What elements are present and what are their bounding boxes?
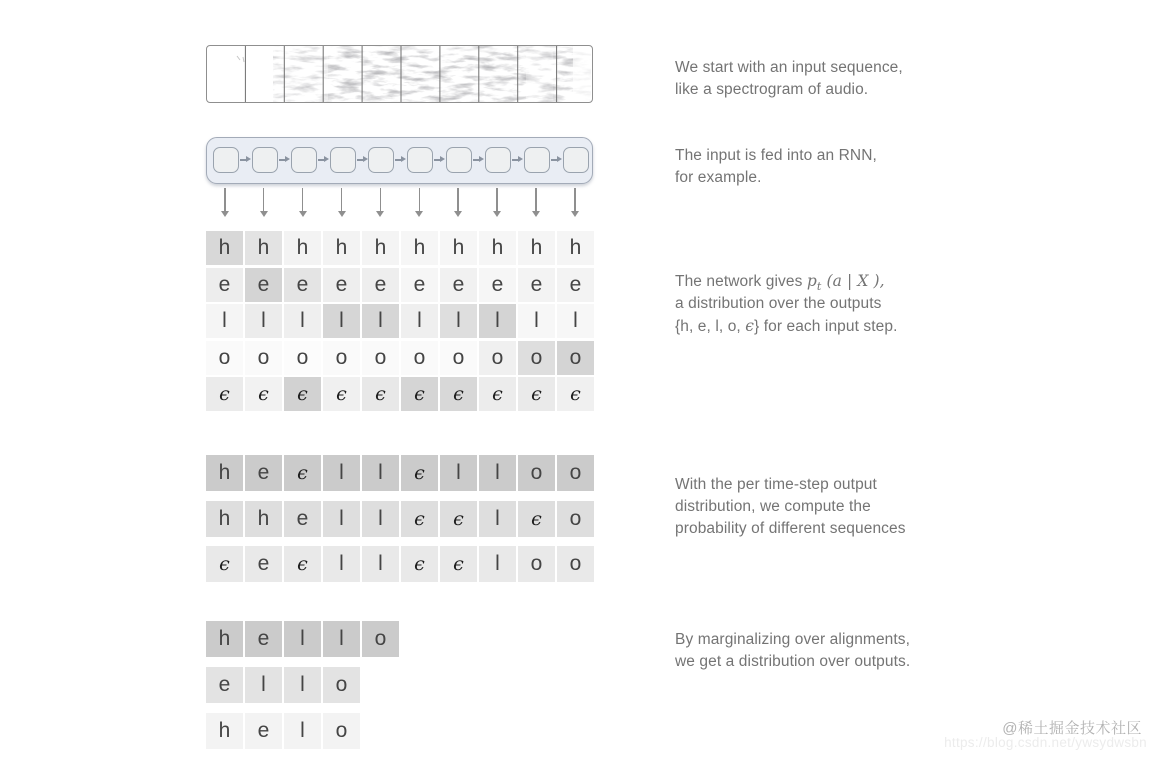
prob-cell-row2-t1: e — [206, 268, 243, 302]
alignment-row-3-cell-6: ϵ — [401, 546, 438, 582]
prob-cell-row1-t4: h — [323, 231, 360, 265]
alignment-row-1-cell-8: l — [479, 455, 516, 491]
annotation-sequences — [675, 474, 985, 540]
output-row-1-cell-2: e — [245, 621, 282, 657]
output-row-2-cell-2: l — [245, 667, 282, 703]
alignment-row-1-cell-5: l — [362, 455, 399, 491]
rnn-cell-6 — [407, 147, 433, 173]
rnn-cell-9 — [524, 147, 550, 173]
down-arrow-icon — [535, 188, 537, 211]
prob-cell-row5-t2: ϵ — [245, 377, 282, 411]
prob-cell-row5-t10: ϵ — [557, 377, 594, 411]
alignment-row-2-cell-3: e — [284, 501, 321, 537]
output-row-3-cell-4: o — [323, 713, 360, 749]
down-arrow-icon — [574, 188, 576, 211]
prob-cell-row2-t10: e — [557, 268, 594, 302]
prob-cell-row5-t5: ϵ — [362, 377, 399, 411]
alignment-row-1-cell-7: l — [440, 455, 477, 491]
rnn-cell-5 — [368, 147, 394, 173]
prob-cell-row4-t6: o — [401, 341, 438, 375]
annotation-line: a distribution over the outputs — [675, 295, 882, 312]
prob-cell-row2-t4: e — [323, 268, 360, 302]
annotation-input-sequence — [675, 57, 985, 101]
alignment-row-1-cell-3: ϵ — [284, 455, 321, 491]
prob-cell-row1-t7: h — [440, 231, 477, 265]
annotation-line: We start with an input sequence, — [675, 59, 903, 76]
prob-cell-row5-t8: ϵ — [479, 377, 516, 411]
annotation-line: With the per time-step output — [675, 476, 877, 493]
output-row-1-cell-4: l — [323, 621, 360, 657]
annotation-line: The network gives $p_t$ (a | X ), — [675, 272, 885, 294]
alignment-row-2-cell-10: o — [557, 501, 594, 537]
alignment-row-2-cell-1: h — [206, 501, 243, 537]
prob-cell-row3-t10: l — [557, 304, 594, 338]
output-row-3-cell-2: e — [245, 713, 282, 749]
alignment-row-2-cell-8: l — [479, 501, 516, 537]
alignment-row-3-cell-9: o — [518, 546, 555, 582]
prob-cell-row3-t2: l — [245, 304, 282, 338]
rnn-cell-4 — [330, 147, 356, 173]
prob-cell-row1-t2: h — [245, 231, 282, 265]
rnn-arrow-icon — [512, 159, 518, 161]
prob-cell-row3-t6: l — [401, 304, 438, 338]
prob-cell-row2-t9: e — [518, 268, 555, 302]
output-row-1-cell-1: h — [206, 621, 243, 657]
alignment-row-3-cell-8: l — [479, 546, 516, 582]
output-row-2 — [206, 667, 399, 703]
rnn-output-arrows — [206, 188, 594, 218]
prob-cell-row3-t3: l — [284, 304, 321, 338]
prob-cell-row4-t2: o — [245, 341, 282, 375]
output-row-1 — [206, 621, 399, 657]
annotation-line: for example. — [675, 169, 762, 186]
prob-cell-row3-t8: l — [479, 304, 516, 338]
alignment-row-2-cell-7: ϵ — [440, 501, 477, 537]
alignment-row-3-cell-5: l — [362, 546, 399, 582]
prob-cell-row4-t7: o — [440, 341, 477, 375]
annotation-line: like a spectrogram of audio. — [675, 81, 869, 98]
prob-cell-row3-t5: l — [362, 304, 399, 338]
rnn-arrow-icon — [240, 159, 246, 161]
prob-cell-row5-t7: ϵ — [440, 377, 477, 411]
alignment-row-3-cell-3: ϵ — [284, 546, 321, 582]
alignment-row-3 — [206, 546, 594, 582]
alignment-row-1-cell-10: o — [557, 455, 594, 491]
annotation-rnn — [675, 145, 985, 189]
alignment-row-2-cell-4: l — [323, 501, 360, 537]
alignment-rows — [206, 455, 594, 582]
alignment-row-3-cell-1: ϵ — [206, 546, 243, 582]
rnn-arrow-icon — [279, 159, 285, 161]
prob-cell-row4-t10: o — [557, 341, 594, 375]
spectrogram-panel — [206, 45, 593, 103]
math-p-t-a-x: $p_t$ (a | X ), — [806, 272, 885, 294]
output-row-2-cell-3: l — [284, 667, 321, 703]
rnn-arrow-icon — [318, 159, 324, 161]
alignment-row-1-cell-1: h — [206, 455, 243, 491]
annotation-line: we get a distribution over outputs. — [675, 653, 911, 670]
alignment-row-1 — [206, 455, 594, 491]
prob-cell-row4-t8: o — [479, 341, 516, 375]
alignment-row-3-cell-2: e — [245, 546, 282, 582]
alignment-row-3-cell-7: ϵ — [440, 546, 477, 582]
prob-cell-row1-t6: h — [401, 231, 438, 265]
alignment-row-2-cell-5: l — [362, 501, 399, 537]
output-row-1-cell-5: o — [362, 621, 399, 657]
alignment-row-1-cell-4: l — [323, 455, 360, 491]
prob-cell-row2-t7: e — [440, 268, 477, 302]
alignment-row-2 — [206, 501, 594, 537]
annotation-line: By marginalizing over alignments, — [675, 631, 911, 648]
output-row-3 — [206, 713, 399, 749]
alignment-row-1-cell-2: e — [245, 455, 282, 491]
rnn-arrow-icon — [551, 159, 557, 161]
down-arrow-icon — [341, 188, 343, 211]
down-arrow-icon — [263, 188, 265, 211]
down-arrow-icon — [380, 188, 382, 211]
epsilon-symbol: ϵ — [745, 317, 755, 335]
alignment-row-2-cell-9: ϵ — [518, 501, 555, 537]
prob-cell-row4-t9: o — [518, 341, 555, 375]
spectrogram-faint-mark — [237, 56, 244, 62]
rnn-cell-10 — [563, 147, 589, 173]
rnn-arrow-icon — [357, 159, 363, 161]
prob-cell-row1-t3: h — [284, 231, 321, 265]
prob-cell-row1-t9: h — [518, 231, 555, 265]
alignment-row-2-cell-2: h — [245, 501, 282, 537]
rnn-band — [206, 137, 593, 184]
down-arrow-icon — [419, 188, 421, 211]
alignment-row-1-cell-6: ϵ — [401, 455, 438, 491]
prob-cell-row2-t2: e — [245, 268, 282, 302]
prob-cell-row3-t4: l — [323, 304, 360, 338]
rnn-cell-7 — [446, 147, 472, 173]
prob-cell-row3-t9: l — [518, 304, 555, 338]
prob-cell-row4-t1: o — [206, 341, 243, 375]
prob-cell-row4-t4: o — [323, 341, 360, 375]
prob-cell-row4-t3: o — [284, 341, 321, 375]
prob-cell-row5-t9: ϵ — [518, 377, 555, 411]
watermark-url: https://blog.csdn.net/ywsydwsbn — [944, 735, 1147, 750]
down-arrow-icon — [496, 188, 498, 211]
alignment-row-3-cell-4: l — [323, 546, 360, 582]
rnn-arrow-icon — [473, 159, 479, 161]
prob-cell-row2-t6: e — [401, 268, 438, 302]
annotation-line: {h, e, l, o, ϵ} for each input step. — [675, 317, 898, 335]
prob-cell-row3-t7: l — [440, 304, 477, 338]
rnn-cell-2 — [252, 147, 278, 173]
output-row-3-cell-1: h — [206, 713, 243, 749]
alignment-row-2-cell-6: ϵ — [401, 501, 438, 537]
rnn-arrow-icon — [434, 159, 440, 161]
watermark-handle: @稀土掘金技术社区 — [1002, 720, 1142, 737]
rnn-cell-8 — [485, 147, 511, 173]
annotation-distribution — [675, 270, 985, 338]
output-rows — [206, 621, 399, 749]
prob-cell-row2-t5: e — [362, 268, 399, 302]
prob-cell-row5-t1: ϵ — [206, 377, 243, 411]
output-row-2-cell-1: e — [206, 667, 243, 703]
prob-cell-row5-t4: ϵ — [323, 377, 360, 411]
prob-cell-row1-t10: h — [557, 231, 594, 265]
prob-cell-row1-t1: h — [206, 231, 243, 265]
prob-cell-row3-t1: l — [206, 304, 243, 338]
output-row-3-cell-3: l — [284, 713, 321, 749]
distribution-grid — [206, 231, 594, 411]
annotation-marginalize — [675, 629, 985, 673]
rnn-arrow-icon — [395, 159, 401, 161]
prob-cell-row2-t3: e — [284, 268, 321, 302]
annotation-line: distribution, we compute the — [675, 498, 871, 515]
prob-cell-row1-t8: h — [479, 231, 516, 265]
prob-cell-row4-t5: o — [362, 341, 399, 375]
annotation-line: The input is fed into an RNN, — [675, 147, 877, 164]
annotation-line: probability of different sequences — [675, 520, 906, 537]
alignment-row-1-cell-9: o — [518, 455, 555, 491]
prob-cell-row5-t6: ϵ — [401, 377, 438, 411]
alignment-row-3-cell-10: o — [557, 546, 594, 582]
spectrogram-image — [207, 46, 592, 102]
rnn-cell-1 — [213, 147, 239, 173]
output-row-1-cell-3: l — [284, 621, 321, 657]
down-arrow-icon — [224, 188, 226, 211]
prob-cell-row5-t3: ϵ — [284, 377, 321, 411]
prob-cell-row1-t5: h — [362, 231, 399, 265]
output-row-2-cell-4: o — [323, 667, 360, 703]
down-arrow-icon — [302, 188, 304, 211]
rnn-cell-3 — [291, 147, 317, 173]
down-arrow-icon — [457, 188, 459, 211]
prob-cell-row2-t8: e — [479, 268, 516, 302]
